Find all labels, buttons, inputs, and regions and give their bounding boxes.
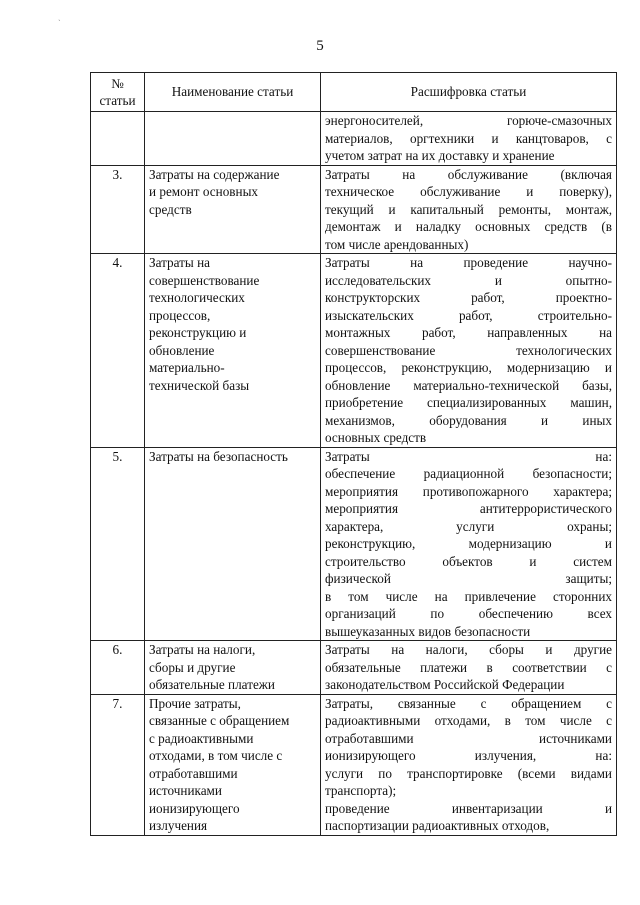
- table-row: [91, 254, 617, 448]
- description-line: демонтаж и наладку основных средств (в: [325, 219, 612, 234]
- item-name-line: отработавшими: [149, 765, 238, 781]
- item-name-line: материально-: [149, 360, 225, 375]
- item-name-line: обязательные платежи: [149, 677, 275, 692]
- description-line: исследовательских и опытно-: [325, 272, 612, 288]
- row-item-description: [321, 112, 617, 166]
- description-line: Затраты на обслуживание (включая: [325, 166, 612, 182]
- scan-speck: ˎ: [58, 12, 61, 21]
- row-item-name: [145, 254, 321, 448]
- table-header-row: [91, 73, 617, 112]
- description-line: Затраты на проведение научно-: [325, 255, 612, 270]
- item-name-line: Затраты на налоги,: [149, 642, 256, 657]
- item-name-line: обновление: [149, 342, 215, 358]
- description-line: обеспечение радиационной безопасности;: [325, 466, 612, 481]
- item-name-line: реконструкцию и: [149, 325, 247, 340]
- description-line: материалов, оргтехники и канцтоваров, с: [325, 130, 612, 146]
- item-name-line: излучения: [149, 818, 208, 833]
- description-line: том числе арендованных): [325, 236, 469, 252]
- item-name-line: Затраты на содержание: [149, 166, 280, 182]
- item-name-line: процессов,: [149, 307, 211, 323]
- description-line: техническое обслуживание и поверку),: [325, 184, 612, 199]
- table-row: [91, 165, 617, 254]
- row-number: 5.: [91, 447, 145, 641]
- item-name-line: с радиоактивными: [149, 730, 254, 746]
- header-item-number: № статьи: [91, 73, 145, 112]
- row-item-description: [321, 694, 617, 835]
- description-line: радиоактивными отходами, в том числе с: [325, 713, 612, 728]
- description-line: мероприятия противопожарного характера;: [325, 483, 612, 499]
- table-row: [91, 641, 617, 695]
- item-name-line: отходами, в том числе с: [149, 748, 283, 763]
- row-number: 7.: [91, 694, 145, 835]
- description-line: Затраты, связанные с обращением с: [325, 695, 612, 711]
- description-line: Затраты на налоги, сборы и другие: [325, 642, 612, 657]
- description-line: характера, услуги охраны;: [325, 518, 612, 534]
- expense-items-table: [90, 72, 617, 836]
- description-line: механизмов, оборудования и иных: [325, 412, 612, 428]
- description-line: услуги по транспортировке (всеми видами: [325, 765, 612, 781]
- item-name-line: средств: [149, 201, 192, 217]
- description-line: текущий и капитальный ремонты, монтаж,: [325, 201, 612, 217]
- table-row: [91, 112, 617, 166]
- description-line: энергоносителей, горюче-смазочных: [325, 113, 612, 128]
- description-line: процессов, реконструкцию, модернизацию и: [325, 360, 612, 375]
- description-line: изыскательских работ, строительно-: [325, 307, 612, 323]
- header-item-description: Расшифровка статьи: [321, 73, 617, 112]
- description-line: мероприятия антитеррористического: [325, 501, 612, 516]
- row-item-description: [321, 447, 617, 641]
- row-item-name: [145, 447, 321, 641]
- description-line: учетом затрат на их доставку и хранение: [325, 148, 555, 163]
- row-item-description: [321, 254, 617, 448]
- description-line: в том числе на привлечение сторонних: [325, 588, 612, 604]
- item-name-line: технической базы: [149, 377, 250, 393]
- description-line: ионизирующего излучения, на:: [325, 748, 612, 763]
- description-line: совершенствование технологических: [325, 342, 612, 358]
- row-item-name: [145, 694, 321, 835]
- item-name-line: ионизирующего: [149, 800, 240, 816]
- description-line: Затраты на:: [325, 448, 612, 464]
- description-line: паспортизации радиоактивных отходов,: [325, 818, 550, 833]
- row-item-name: [145, 165, 321, 254]
- description-line: основных средств: [325, 430, 427, 445]
- item-name-line: Затраты на: [149, 255, 210, 270]
- description-line: проведение инвентаризации и: [325, 800, 612, 816]
- item-name-line: связанные с обращением: [149, 713, 290, 728]
- item-name-line: совершенствование: [149, 272, 260, 288]
- description-line: обязательные платежи в соответствии с: [325, 659, 612, 675]
- row-item-description: [321, 641, 617, 695]
- description-line: физической защиты;: [325, 571, 612, 586]
- table-row: [91, 694, 617, 835]
- item-name-line: Прочие затраты,: [149, 695, 241, 711]
- description-line: приобретение специализированных машин,: [325, 395, 612, 410]
- item-name-line: источниками: [149, 783, 222, 798]
- item-name-line: Затраты на безопасность: [149, 448, 288, 464]
- row-item-name: [145, 641, 321, 695]
- page-number: 5: [316, 38, 324, 54]
- item-name-line: сборы и другие: [149, 659, 236, 675]
- row-item-name: [145, 112, 321, 166]
- description-line: законодательством Российской Федерации: [325, 677, 565, 692]
- description-line: строительство объектов и систем: [325, 553, 612, 569]
- header-item-name: Наименование статьи: [145, 73, 321, 112]
- item-name-line: и ремонт основных: [149, 184, 259, 199]
- row-item-description: [321, 165, 617, 254]
- row-number: 4.: [91, 254, 145, 448]
- row-number: 3.: [91, 165, 145, 254]
- row-number: [91, 112, 145, 166]
- description-line: конструкторских работ, проектно-: [325, 290, 612, 305]
- row-number: 6.: [91, 641, 145, 695]
- description-line: реконструкцию, модернизацию и: [325, 536, 612, 551]
- description-line: организаций по обеспечению всех: [325, 606, 612, 621]
- table-row: [91, 447, 617, 641]
- item-name-line: технологических: [149, 290, 245, 305]
- description-line: отработавшими источниками: [325, 730, 612, 746]
- description-line: монтажных работ, направленных на: [325, 325, 612, 340]
- description-line: вышеуказанных видов безопасности: [325, 623, 531, 639]
- description-line: обновление материально-технической базы,: [325, 377, 612, 393]
- description-line: транспорта);: [325, 783, 397, 798]
